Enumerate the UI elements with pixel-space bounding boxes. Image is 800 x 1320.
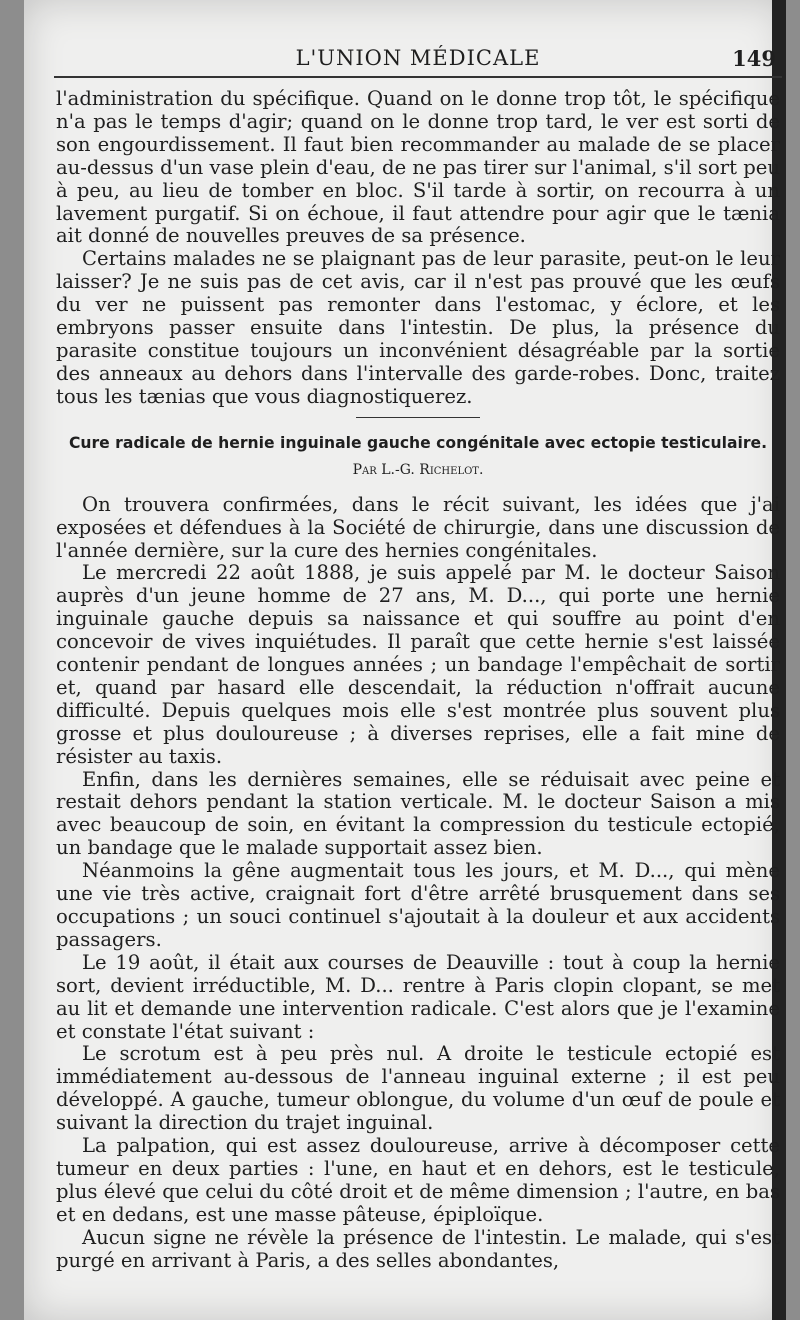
paragraph: Le 19 août, il était aux courses de Deauville : tout à coup la hernie sort, devient irréductible, M. D... rentre à Paris clopin clopant, se met au lit et demande une intervention radicale. C'est alors que je l'examine et constate l'état suivant : [56,950,780,1043]
article-byline: Par L.-G. Richelot. [352,461,484,478]
paragraph: Certains malades ne se plaignant pas de leur parasite, peut-on le leur laisser? Je ne suis pas de cet avis, car il n'est pas prouvé que les œufs du ver ne puissent pas remonter dans l'estomac, y éclore, et les embryons passer ensuite dans l'intestin. De plus, la présence du parasite constitue toujours un inconvénient désagréable par la sortie des anneaux au dehors dans l'intervalle des garde-robes. Donc, traitez tous les tænias que vous diagnostiquerez. [56,247,780,408]
header-rule [54,76,782,78]
section-divider [356,417,480,418]
body-text [56,88,780,1273]
article-title: Cure radicale de hernie inguinale gauche congénitale avec ectopie testiculaire. [68,433,768,452]
paragraph: l'administration du spécifique. Quand on le donne trop tôt, le spécifique n'a pas le temps d'agir; quand on le donne trop tard, le ver est sorti de son engourdissement. Il faut bien recommander au malade de se placer au-dessus d'un vase plein d'eau, de ne pas tirer sur l'animal, s'il sort peu à peu, au lieu de tomber en bloc. S'il tarde à sortir, on recourra à un lavement purgatif. Si on échoue, il faut attendre pour agir que le tænia ait donné de nouvelles preuves de sa présence. [56,87,780,248]
paragraph: Enfin, dans les dernières semaines, elle se réduisait avec peine et restait dehors pendant la station verticale. M. le docteur Saison a mis avec beaucoup de soin, en évitant la compression du testicule ectopié, un bandage que le malade supportait assez bien. [56,767,780,860]
paragraph: Néanmoins la gêne augmentait tous les jours, et M. D..., qui mène une vie très active, craignait fort d'être arrêté brusquement dans ses occupations ; un souci continuel s'ajoutait à la douleur et aux accidents passagers. [56,859,780,951]
paragraph: On trouvera confirmées, dans le récit suivant, les idées que j'ai exposées et défendues à la Société de chirurgie, dans une discussion de l'année dernière, sur la cure des hernies congénitales. [56,492,780,562]
paragraph: Le scrotum est à peu près nul. A droite le testicule ectopié est immédiatement au-dessous de l'anneau inguinal externe ; il est peu développé. A gauche, tumeur oblongue, du volume d'un œuf de poule et suivant la direction du trajet inguinal. [56,1042,780,1135]
page-number: 149 [732,46,776,71]
paragraph: Le mercredi 22 août 1888, je suis appelé par M. le docteur Saison auprès d'un jeune homme de 27 ans, M. D..., qui porte une hernie inguinale gauche depuis sa naissance et qui souffre au point d'en concevoir de vives inquiétudes. Il paraît que cette hernie s'est laissée contenir pendant de longues années ; un bandage l'empêchait de sortir et, quand par hasard elle descendait, la réduction n'offrait aucune difficulté. Depuis quelques mois elle s'est montrée plus souvent plus grosse et plus douloureuse ; à diverses reprises, elle a fait mine de résister au taxis. [56,561,780,768]
running-title: L'UNION MÉDICALE [295,46,541,70]
paragraph: La palpation, qui est assez douloureuse, arrive à décomposer cette tumeur en deux parties : l'une, en haut et en dehors, est le testicule, plus élevé que celui du côté droit et de même dimension ; l'autre, en bas et en dedans, est une masse pâteuse, épiploïque. [56,1134,780,1226]
book-page [24,0,786,1320]
paragraph: Aucun signe ne révèle la présence de l'intestin. Le malade, qui s'est purgé en arrivant à Paris, a des selles abondantes, [56,1225,780,1272]
page-header [54,40,782,80]
